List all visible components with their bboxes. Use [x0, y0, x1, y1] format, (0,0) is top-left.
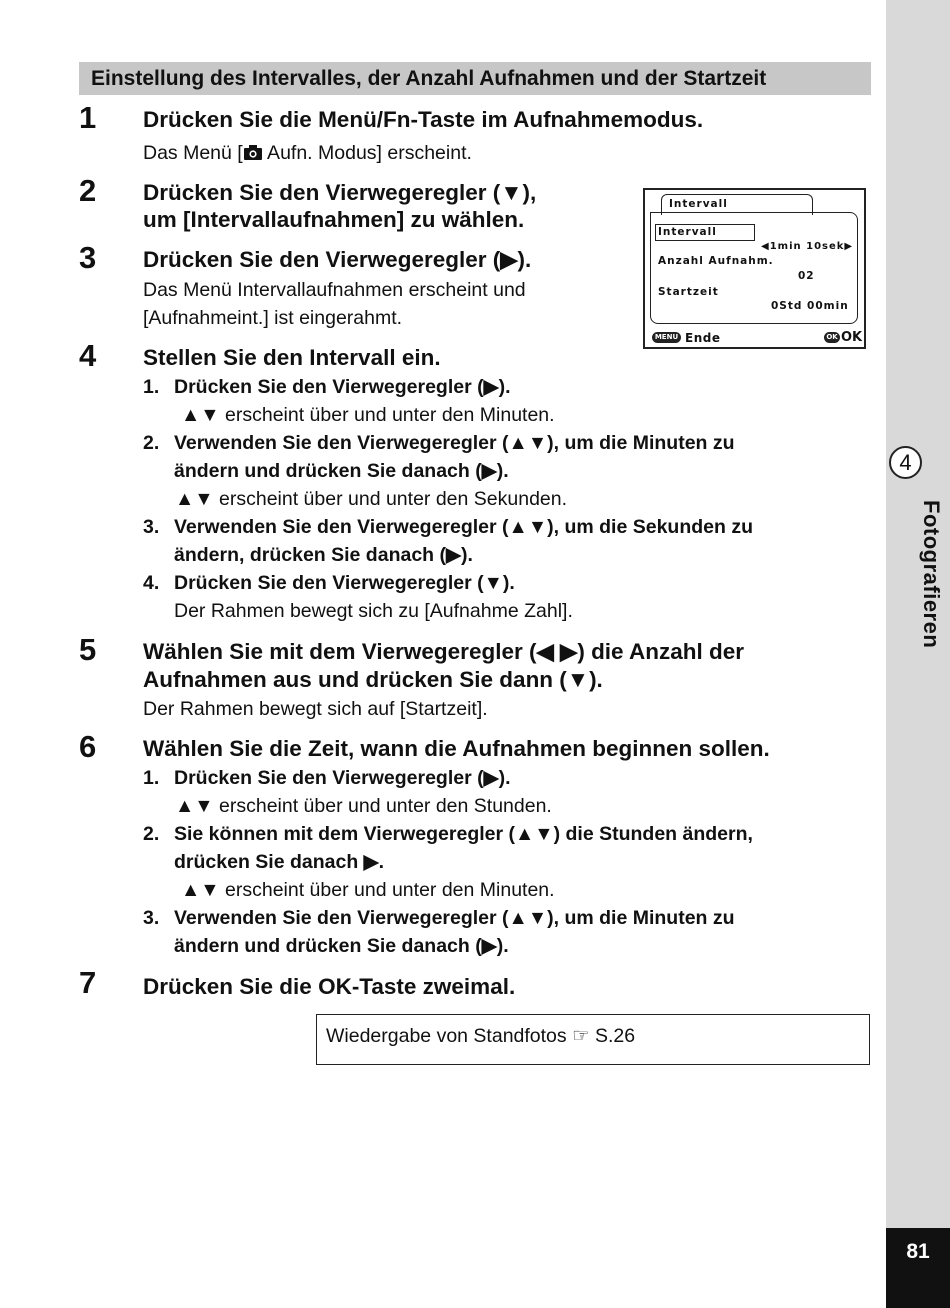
page-number: 81	[886, 1228, 950, 1308]
step-4-sub-2	[143, 430, 735, 456]
step-5-title-line2: Aufnahmen aus und drücken Sie dann (▼).	[143, 667, 603, 692]
step-4-sub-4-number: 4.	[143, 572, 160, 594]
step-4-sub-2-text1: Verwenden Sie den Vierwegeregler (▲▼), um die Minuten zu	[174, 432, 735, 454]
chapter-title: Fotografieren	[919, 500, 944, 649]
step-4-sub-1-number: 1.	[143, 376, 160, 398]
step-4-number: 4	[79, 338, 97, 373]
step-4-title: Stellen Sie den Intervall ein.	[143, 345, 441, 370]
screen-tab-title: Intervall	[669, 198, 728, 210]
section-header: Einstellung des Intervalles, der Anzahl Aufnahmen und der Startzeit	[79, 62, 871, 95]
screen-row2-value: 02	[798, 270, 815, 282]
step-4-sub-3	[143, 514, 753, 540]
step-1-body-end: Aufn. Modus] erscheint.	[262, 142, 472, 164]
step-6-number: 6	[79, 729, 97, 764]
step-5-number: 5	[79, 632, 97, 667]
reference-text: Wiedergabe von Standfotos	[326, 1025, 567, 1047]
step-1-body-start: Das Menü [	[143, 142, 243, 164]
left-arrow-icon: ◀	[761, 241, 770, 252]
step-2-number: 2	[79, 173, 97, 208]
step-4-sub-3-number: 3.	[143, 516, 160, 538]
step-3-number: 3	[79, 240, 97, 275]
step-6-sub-2-note: ▲▼ erscheint über und unter den Minuten.	[181, 879, 555, 901]
step-4-sub-2-number: 2.	[143, 432, 160, 454]
step-1-title: Drücken Sie die Menü/Fn-Taste im Aufnahmemodus.	[143, 107, 704, 132]
step-3-body-line2: [Aufnahmeint.] ist eingerahmt.	[143, 307, 403, 329]
ok-key-icon: OK	[824, 332, 840, 343]
step-4-sub-4	[143, 570, 515, 596]
step-2-title-line1: Drücken Sie den Vierwegeregler (▼),	[143, 180, 537, 205]
step-4-sub-3-text1: Verwenden Sie den Vierwegeregler (▲▼), um die Sekunden zu	[174, 516, 753, 538]
step-6-sub-3-text2: ändern und drücken Sie danach (▶).	[174, 935, 509, 957]
step-4-sub-1-text: Drücken Sie den Vierwegeregler (▶).	[174, 376, 511, 398]
chapter-sidebar	[886, 0, 950, 1308]
reference-page[interactable]: S.26	[594, 1025, 636, 1047]
screen-row3-label: Startzeit	[658, 286, 719, 298]
step-5-title-line1: Wählen Sie mit dem Vierwegeregler (◀ ▶) die Anzahl der	[143, 639, 745, 664]
step-7-title: Drücken Sie die OK-Taste zweimal.	[143, 974, 516, 999]
step-6-sub-3	[143, 905, 735, 931]
step-4-sub-2-text2: ändern und drücken Sie danach (▶).	[174, 460, 509, 482]
step-4-sub-1	[143, 374, 511, 400]
screen-row3-value: 0Std 00min	[771, 300, 849, 312]
right-arrow-icon: ▶	[844, 241, 854, 252]
screen-row1-label: Intervall	[658, 226, 717, 238]
step-1-number: 1	[79, 100, 97, 135]
screen-ok-action: OK	[841, 330, 863, 345]
reference-box	[316, 1014, 870, 1065]
screen-row1-value	[761, 241, 853, 252]
step-6-sub-2-text1: Sie können mit dem Vierwegeregler (▲▼) die Stunden ändern,	[174, 823, 753, 845]
step-3-body-line1: Das Menü Intervallaufnahmen erscheint und	[143, 279, 526, 301]
menu-key-icon: MENU	[652, 332, 681, 343]
step-6-sub-3-text1: Verwenden Sie den Vierwegeregler (▲▼), um die Minuten zu	[174, 907, 735, 929]
step-4-sub-2-note: ▲▼ erscheint über und unter den Sekunden.	[175, 488, 568, 510]
screen-row1-value-text: 1min 10sek	[769, 241, 845, 252]
step-6-sub-1-number: 1.	[143, 767, 160, 789]
step-6-sub-1-text: Drücken Sie den Vierwegeregler (▶).	[174, 767, 511, 789]
screen-menu-action: Ende	[685, 331, 721, 345]
step-2-title-line2: um [Intervallaufnahmen] zu wählen.	[143, 207, 525, 232]
step-6-sub-2-number: 2.	[143, 823, 160, 845]
step-4-sub-3-text2: ändern, drücken Sie danach (▶).	[174, 544, 473, 566]
step-6-sub-1-note: ▲▼ erscheint über und unter den Stunden.	[175, 795, 552, 817]
step-6-title: Wählen Sie die Zeit, wann die Aufnahmen beginnen sollen.	[143, 736, 770, 761]
step-5-body: Der Rahmen bewegt sich auf [Startzeit].	[143, 698, 488, 720]
camera-menu-screen	[643, 188, 866, 349]
step-7-number: 7	[79, 965, 97, 1000]
step-6-sub-2-text2: drücken Sie danach ▶.	[174, 851, 385, 873]
step-6-sub-2	[143, 821, 753, 847]
step-4-sub-1-note: ▲▼ erscheint über und unter den Minuten.	[181, 404, 555, 426]
screen-row2-label: Anzahl Aufnahm.	[658, 255, 774, 267]
step-6-sub-1	[143, 765, 511, 791]
step-6-sub-3-number: 3.	[143, 907, 160, 929]
step-3-title: Drücken Sie den Vierwegeregler (▶).	[143, 247, 532, 272]
step-4-sub-4-text: Drücken Sie den Vierwegeregler (▼).	[174, 572, 515, 594]
step-1-body	[143, 140, 472, 166]
chapter-number-badge: 4	[889, 446, 922, 479]
pointing-hand-icon: ☞	[572, 1024, 590, 1047]
step-4-sub-4-note: Der Rahmen bewegt sich zu [Aufnahme Zahl].	[174, 600, 573, 622]
camera-icon	[243, 144, 263, 161]
